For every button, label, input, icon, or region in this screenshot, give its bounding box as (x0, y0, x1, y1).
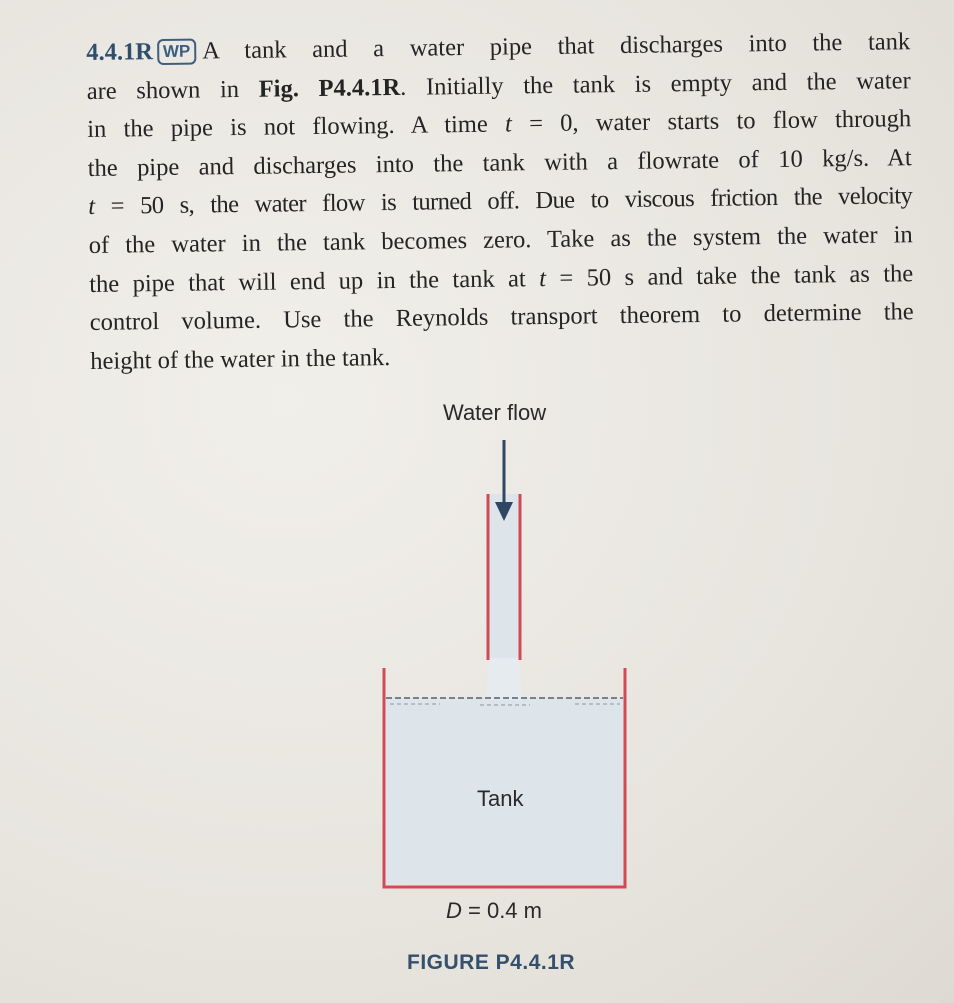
diameter-label (446, 898, 542, 924)
problem-number: 4.4.1R (86, 38, 154, 66)
diameter-value: = 0.4 m (461, 898, 542, 923)
line-text: in the pipe is not flowing. A time (87, 110, 506, 144)
diameter-variable: D (446, 898, 462, 923)
line-text: = 50 s, the water flow is turned off. Due to viscous friction the velocity (94, 182, 913, 221)
line-text: height of the water in the tank. (90, 343, 391, 375)
line-text: . Initially the tank is empty and the water (400, 66, 911, 101)
wp-badge: WP (157, 39, 197, 66)
line-text: = 0, water starts to flow through (511, 105, 912, 138)
line-text: the pipe that will end up in the tank at (89, 264, 540, 298)
variable-t: t (504, 110, 513, 138)
water-stream (486, 658, 522, 700)
variable-t: t (88, 193, 95, 221)
figure-reference: Fig. P4.4.1R (258, 73, 401, 103)
line-text: the pipe and discharges into the tank with a flowrate of 10 kg/s. At (87, 143, 912, 182)
line-text: A tank and a water pipe that discharges into the tank (202, 28, 911, 65)
figure-caption: FIGURE P4.4.1R (407, 951, 576, 974)
variable-t: t (538, 264, 547, 292)
water-flow-label: Water flow (443, 400, 547, 425)
line-text: of the water in the tank becomes zero. Take as the system the water in (88, 221, 913, 259)
line-text: control volume. Use the Reynolds transport theorem to determine the (89, 298, 914, 337)
line-text: are shown in (86, 75, 259, 105)
line-text: = 50 s and take the tank as the (545, 259, 914, 292)
tank-label: Tank (477, 786, 524, 811)
